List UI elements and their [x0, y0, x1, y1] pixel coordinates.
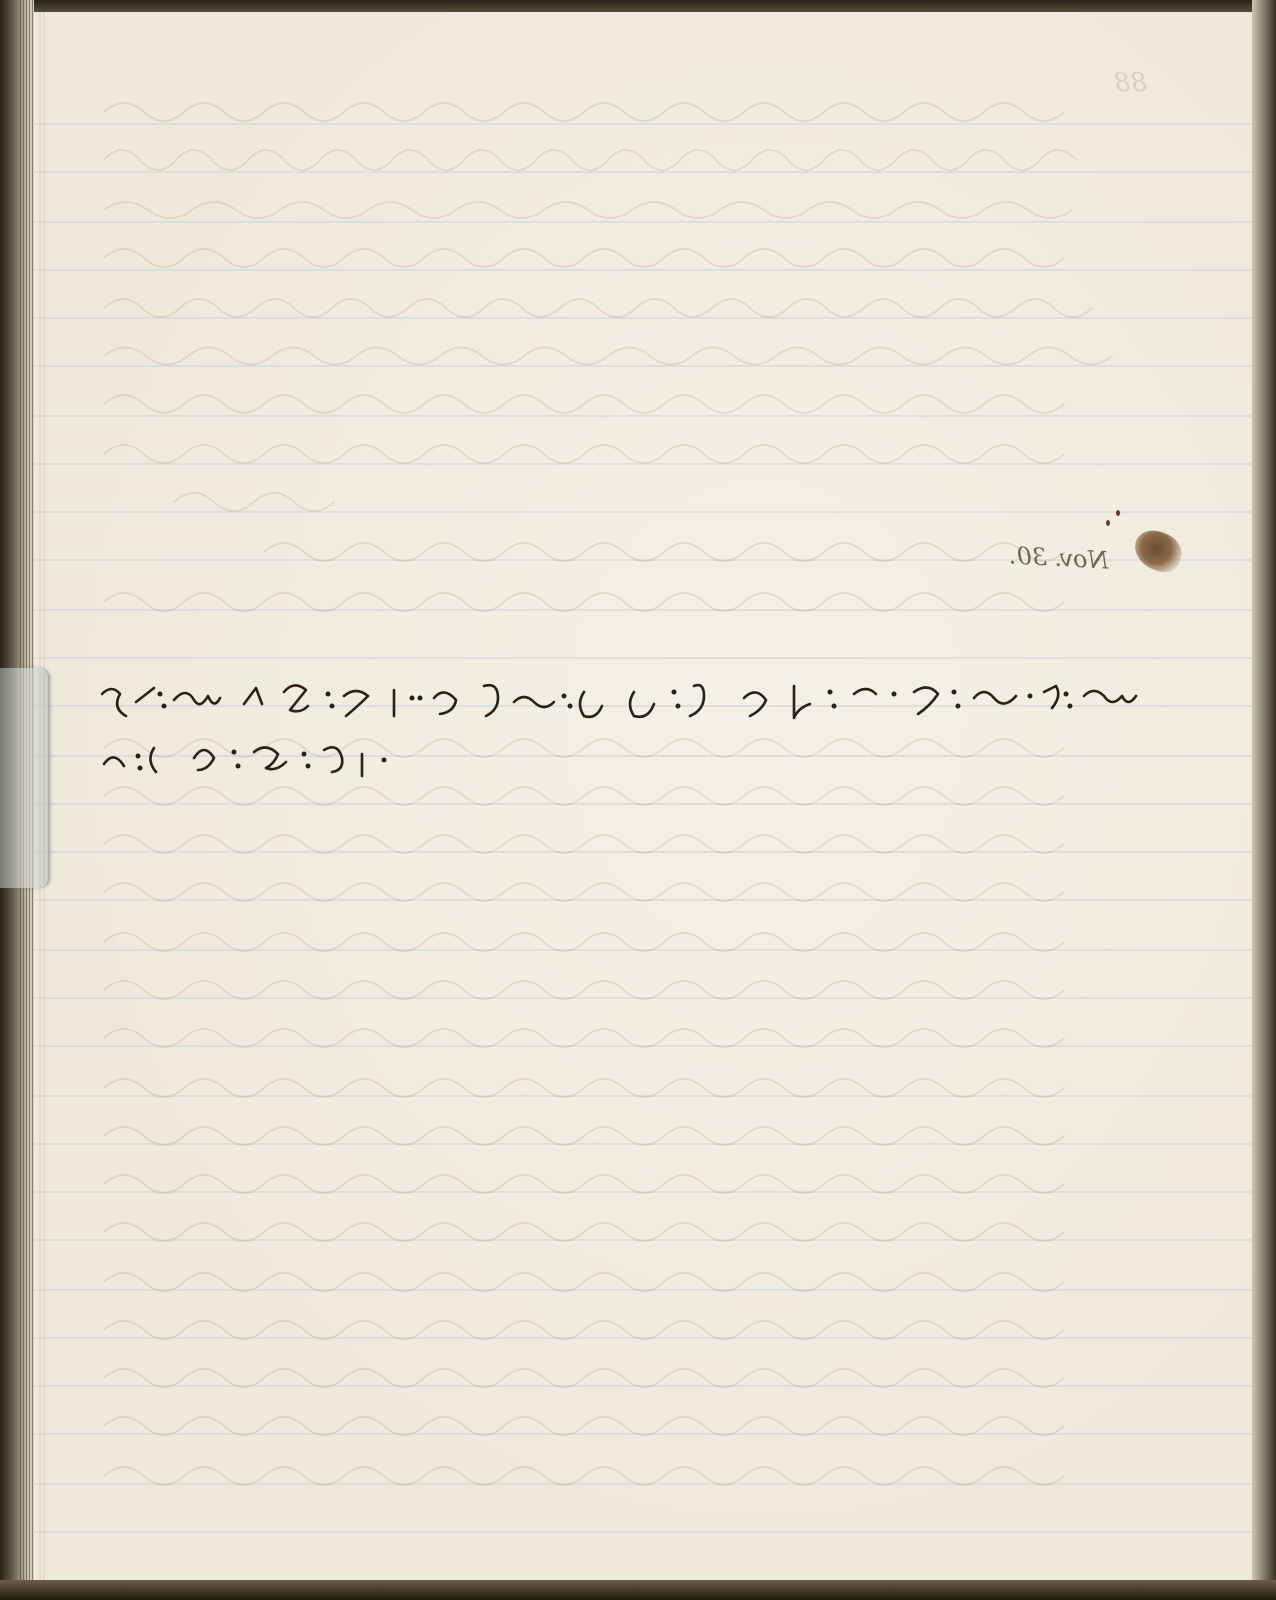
page-number: 88	[1114, 68, 1148, 98]
ink-speck	[1106, 520, 1110, 526]
book-edge-top	[0, 0, 1276, 12]
notebook-page	[34, 12, 1252, 1580]
date-heading: Nov. 30.	[1008, 541, 1110, 575]
book-edge-bottom	[0, 1580, 1276, 1600]
shorthand-line-transcript	[94, 652, 103, 653]
book-edge-right	[1252, 0, 1276, 1600]
shorthand-entry	[94, 652, 1214, 792]
ink-speck	[1116, 510, 1120, 516]
shorthand-line	[94, 730, 414, 790]
page-clip	[0, 668, 50, 888]
shorthand-line-transcript	[94, 654, 103, 655]
shorthand-line	[94, 672, 1154, 732]
bleed-through-writing	[34, 12, 1252, 1580]
